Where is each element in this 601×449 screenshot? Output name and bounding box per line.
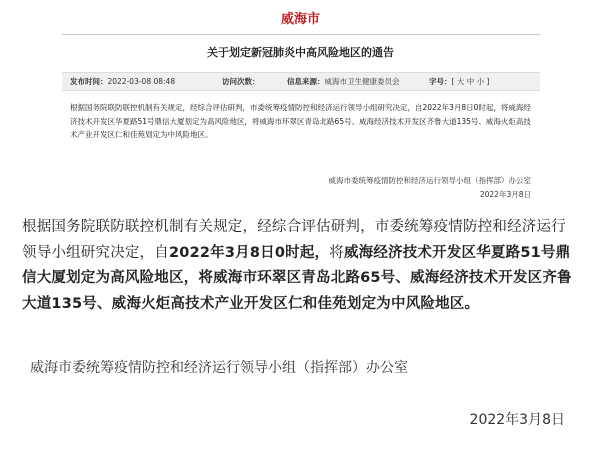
info-source-value: 威海市卫生健康委员会 [324,77,400,86]
title-divider [62,34,540,35]
publish-time [70,73,175,90]
visit-count-label: 访问次数： [222,77,260,86]
notice-signature-large: 威海市委统筹疫情防控和经济运行领导小组（指挥部）办公室 [30,360,408,376]
notice-text-conj: 将 [329,244,344,261]
notice-text-intro: 根据国务院联防联控机制有关规定，经综合评估研判，市委统筹疫情防控和经济运行领导小组研究决定，自 [22,219,566,261]
font-size-label: 字号： [429,77,452,86]
notice-signature-small [329,174,532,202]
signature-date: 2022年3月8日 [479,190,531,199]
font-size-options[interactable]: [ 大 中 小 ] [451,77,490,86]
info-source [287,73,400,90]
meta-bar [62,72,540,91]
notice-date-large: 2022年3月8日 [469,412,565,428]
visit-count [222,73,260,90]
notice-text-areas: 威海经济技术开发区华夏路51号鼎信大厦划定为高风险地区，将威海市环翠区青岛北路65号、威海经济技术开发区齐鲁大道135号、威海火炬高技术产业开发区仁和佳苑划定为中风险地区。 [22,244,572,312]
signature-office: 威海市委统筹疫情防控和经济运行领导小组（指挥部）办公室 [328,176,531,185]
notice-paragraph: 根据国务院联防联控机制有关规定，经综合评估研判，市委统筹疫情防控和经济运行领导小组研究决定，自2022年3月8日0时起，将威海经济技术开发区华夏路51号鼎信大厦划定为高风险地区，将威海市环翠区青岛北路65号、威海经济技术开发区齐鲁大道135号、威海火炬高技术产业开发区仁和佳苑划定为中风险地区。 [70,103,531,139]
notice-body-large [22,215,580,317]
info-source-label: 信息来源： [287,77,325,86]
notice-paragraph-large [22,215,580,317]
publish-time-value: 2022-03-08 08:48 [107,77,176,86]
page-title: 关于划定新冠肺炎中高风险地区的通告 [207,46,394,59]
notice-body-small [70,101,532,142]
site-title: 威海市 [280,12,320,27]
publish-time-label: 发布时间： [70,77,108,86]
notice-text-effective-time: 2022年3月8日0时起， [169,244,330,261]
font-size-control [429,73,489,90]
